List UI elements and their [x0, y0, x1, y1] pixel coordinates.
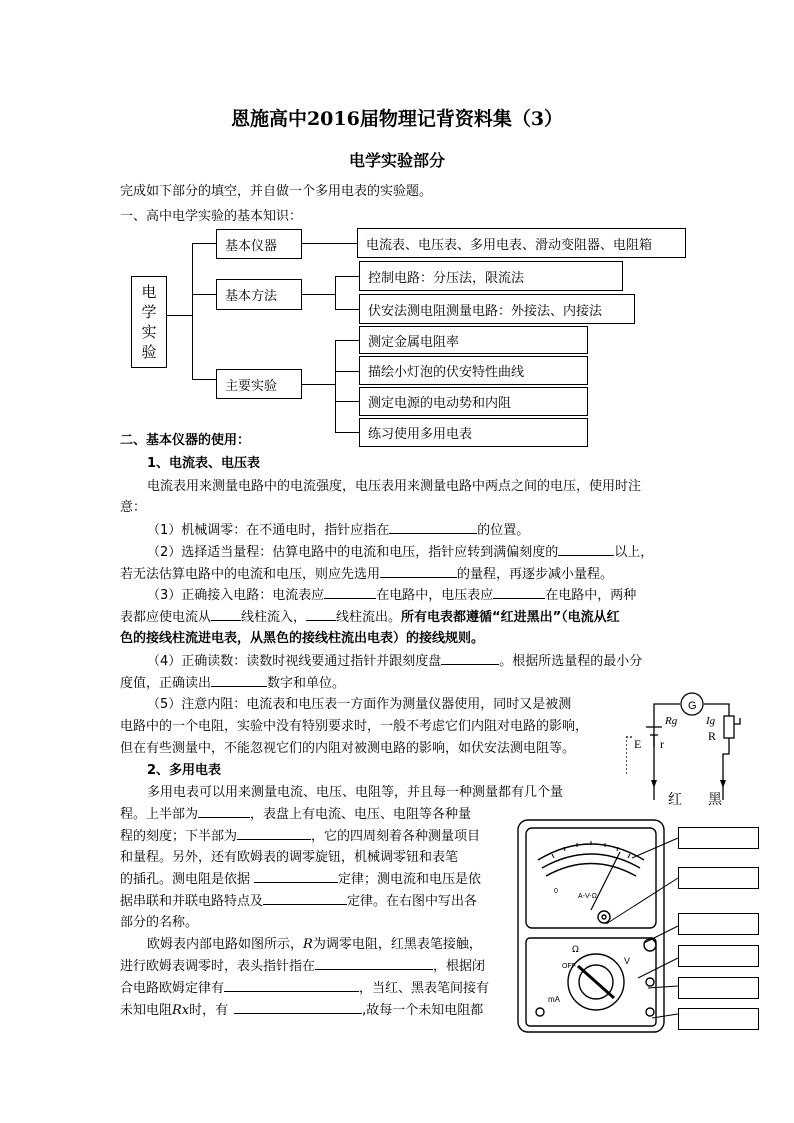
blank[interactable] [224, 977, 359, 992]
blank[interactable] [198, 803, 250, 818]
item4-cont [120, 672, 345, 695]
connector [192, 294, 216, 295]
blank[interactable] [211, 606, 241, 621]
selector-volt: V [624, 956, 631, 966]
item3-text2: 在电路中，电压表应 [376, 588, 494, 603]
m6-text: 据串联和并联电路特点及 [120, 894, 264, 909]
m3-text2: ，它的四周刻着各种测量项目 [311, 829, 481, 844]
dial-zero: 0 [554, 888, 558, 895]
blank[interactable] [493, 584, 545, 599]
item3-text4: 表都应使电流从 [120, 610, 212, 625]
selector-ohm: Ω [572, 945, 579, 955]
item5-line3: 但在有些测量中，不能忽视它们的内阻对被测电路的影响，如伏安法测电阻等。 [120, 741, 576, 756]
blank[interactable] [306, 606, 336, 621]
m10-text: 合电路欧姆定律有 [120, 981, 225, 996]
label-leader-lines [596, 828, 680, 1024]
label-box-6[interactable] [678, 1008, 759, 1030]
internal-r-label: r [660, 737, 664, 751]
m11-text3: ,故每一个未知电阻都 [362, 1003, 484, 1018]
galvanometer-label: G [688, 700, 697, 712]
item2 [147, 541, 653, 564]
blank[interactable] [234, 999, 362, 1014]
leaf-exp-emf: 测定电源的电动势和内阻 [359, 387, 588, 416]
multimeter-line5 [120, 868, 481, 891]
item4-text: （4）正确读数：读数时视线要通过指针并跟刻度盘 [147, 654, 442, 669]
connector [335, 401, 359, 402]
blank[interactable] [263, 890, 347, 905]
blank[interactable] [558, 541, 614, 556]
item5-line2: 电路中的一个电阻，实验中没有特别要求时，一般不考虑它们内阻对电路的影响， [120, 719, 589, 734]
zero-r-label: R [708, 729, 717, 743]
m8-text: 欧姆表内部电路如图所示， [147, 937, 304, 952]
connector [335, 371, 359, 372]
m10-text2: ，当红、黑表笔间接有 [359, 981, 490, 996]
item1 [147, 519, 529, 542]
connector [192, 379, 216, 380]
sub1-heading: 1、电流表、电压表 [147, 456, 261, 471]
ig-label: Ig [706, 715, 716, 727]
multimeter-line10 [120, 977, 489, 1000]
item3-text: （3）正确接入电路：电流表应 [147, 588, 325, 603]
symbol-r: R [303, 937, 313, 952]
branch-methods: 基本方法 [216, 279, 302, 310]
item5-line1: （5）注意内阻：电流表和电压表一方面作为测量仪器使用，同时又是被测 [147, 697, 572, 712]
connector [335, 340, 336, 432]
multimeter-line4: 和量程。另外，还有欧姆表的调零旋钮，机械调零钮和表笔 [120, 850, 459, 865]
blank[interactable] [441, 650, 499, 665]
connector [335, 309, 359, 310]
m9-text2: ，根据闭 [433, 959, 486, 974]
rg-label: Rg [665, 715, 678, 727]
selector-off: OFF [562, 963, 576, 970]
branch-experiments: 主要实验 [216, 369, 302, 399]
blank[interactable] [254, 868, 338, 883]
section2-heading: 二、基本仪器的使用： [120, 433, 251, 448]
item1-text-end: 的位置。 [477, 523, 530, 538]
leaf-exp-multimeter: 练习使用多用电表 [359, 418, 588, 447]
item3-text6: 线柱流出。 [336, 610, 402, 625]
black-probe-label: 黑 [708, 792, 722, 808]
intro-text: 完成如下部分的填空，并自做一个多用电表的实验题。 [120, 184, 433, 199]
item3-rule: 所有电表都遵循“红进黑出”（电流从红 [401, 610, 620, 625]
connector [335, 432, 359, 433]
blank[interactable] [237, 825, 311, 840]
item3-cont [120, 606, 620, 629]
root-char-2: 学 [141, 303, 157, 321]
root-char-4: 验 [141, 343, 157, 361]
m5-text: 的插孔。测电阻是依据 [120, 872, 251, 887]
root-char-1: 电 [141, 283, 157, 301]
connector [335, 340, 359, 341]
root-char-3: 实 [141, 323, 157, 341]
item1-text: （1）机械调零：在不通电时，指针应指在 [147, 523, 390, 538]
multimeter-line7: 部分的名称。 [120, 915, 199, 930]
m3-text: 程的刻度；下半部为 [120, 829, 238, 844]
label-box-2[interactable] [678, 867, 759, 889]
blank[interactable] [380, 563, 457, 578]
blank[interactable] [315, 955, 433, 970]
item2-text-end: 以上， [614, 545, 654, 560]
label-box-1[interactable] [678, 827, 759, 849]
item4-text3: 度值，正确读出 [120, 676, 212, 691]
item3-text3: 在电路中，两种 [545, 588, 637, 603]
m5-text2: 定律；测电流和电压是依 [338, 872, 482, 887]
leaf-voltammetry: 伏安法测电阻测量电路：外接法、内接法 [359, 294, 635, 324]
page-subtitle: 电学实验部分 [348, 151, 445, 170]
connector [302, 243, 357, 244]
ohmmeter-circuit-figure [626, 682, 750, 812]
multimeter-line8 [147, 934, 482, 956]
item3-text5: 线柱流入， [241, 610, 307, 625]
label-box-5[interactable] [678, 977, 759, 999]
m2-text2: ，表盘上有电流、电压、电阻等各种量 [250, 807, 472, 822]
connector [302, 294, 335, 295]
leaf-exp-resistivity: 测定金属电阻率 [359, 326, 588, 354]
connector [302, 384, 335, 385]
item4 [147, 650, 642, 673]
para1-line1: 电流表用来测量电路中的电流强度，电压表用来测量电路中两点之间的电压，使用时注 [147, 479, 642, 494]
leaf-instruments: 电流表、电压表、多用电表、滑动变阻器、电阻箱 [357, 228, 686, 258]
m11-text: 未知电阻 [120, 1003, 173, 1018]
symbol-rx: Rx [172, 1003, 190, 1018]
diagram-root [131, 276, 167, 368]
section1-heading: 一、高中电学实验的基本知识： [120, 209, 303, 224]
leaf-exp-bulb: 描绘小灯泡的伏安特性曲线 [359, 356, 588, 385]
blank[interactable] [324, 584, 376, 599]
item2-text3: 的量程，再逐步减小量程。 [457, 567, 614, 582]
multimeter-line9 [120, 955, 485, 978]
emf-label: E [634, 737, 642, 751]
connector [167, 315, 192, 316]
item3 [147, 584, 636, 607]
connector [192, 243, 216, 244]
sub2-heading: 2、多用电表 [147, 763, 222, 778]
m11-text2: 时，有 [189, 1003, 229, 1018]
page-title: 恩施高中2016届物理记背资料集（3） [230, 108, 564, 130]
connector [335, 276, 359, 277]
label-box-3[interactable] [678, 913, 759, 935]
item3-rule-cont: 色的接线柱流进电表，从黑色的接线柱流出电表）的接线规则。 [120, 631, 485, 646]
item2-text2: 若无法估算电路中的电流和电压，则应先选用 [120, 567, 381, 582]
multimeter-line2 [120, 803, 471, 826]
blank[interactable] [389, 519, 477, 534]
m2-text: 程。上半部为 [120, 807, 199, 822]
multimeter-line1: 多用电表可以用来测量电流、电压、电阻等，并且每一种测量都有几个量 [147, 785, 564, 800]
connector [335, 276, 336, 309]
blank[interactable] [211, 672, 267, 687]
item4-text4: 数字和单位。 [267, 676, 346, 691]
leaf-control-circuit: 控制电路：分压法，限流法 [359, 261, 623, 291]
selector-ma: mA [548, 995, 560, 1004]
multimeter-line3 [120, 825, 480, 848]
red-probe-label: 红 [668, 792, 682, 808]
label-box-4[interactable] [678, 945, 759, 967]
multimeter-line6 [120, 890, 477, 913]
dial-scale-label: A-V-Ω [578, 893, 597, 900]
multimeter-line11 [120, 999, 483, 1022]
item2-text: （2）选择适当量程：估算电路中的电流和电压，指针应转到满偏刻度的 [147, 545, 559, 560]
item2-cont [120, 563, 613, 586]
m9-text: 进行欧姆表调零时，表头指针指在 [120, 959, 316, 974]
para1-line2: 意： [120, 500, 147, 515]
connector [192, 243, 193, 379]
m6-text2: 定律。在右图中写出各 [347, 894, 478, 909]
branch-instruments: 基本仪器 [216, 229, 302, 259]
item4-text2: 。根据所选量程的最小分 [499, 654, 643, 669]
m8-text2: 为调零电阻，红黑表笔接触， [312, 937, 482, 952]
